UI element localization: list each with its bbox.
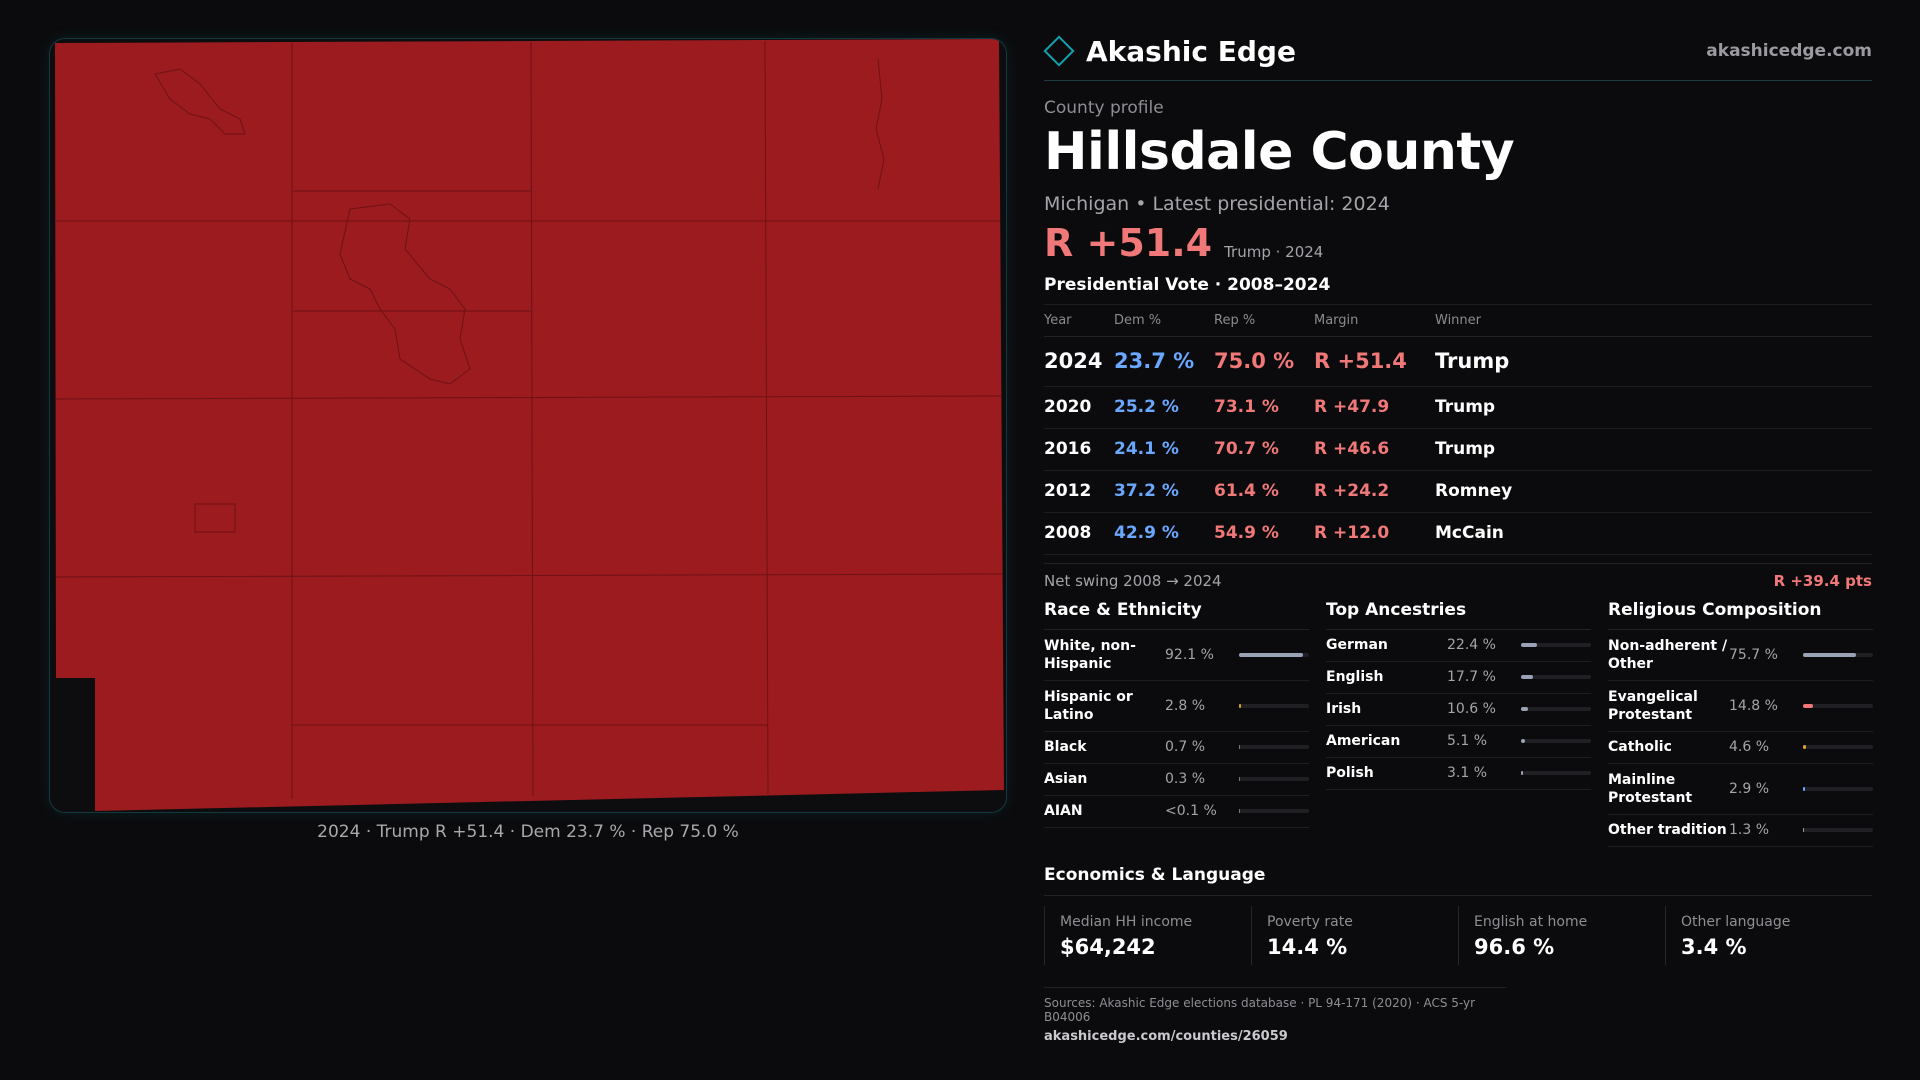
list-item [1326, 726, 1591, 758]
map-caption: 2024 · Trump R +51.4 · Dem 23.7 % · Rep 75.0 % [317, 822, 739, 842]
cell-year: 2016 [1044, 428, 1114, 470]
table-row[interactable] [1044, 386, 1872, 428]
cell-margin: R +12.0 [1314, 512, 1435, 554]
religion-panel [1608, 600, 1873, 847]
share-bar-fill [1803, 653, 1856, 657]
stat-label: Other tradition [1608, 822, 1727, 839]
race-panel [1044, 600, 1309, 847]
stat-value: 92.1 % [1165, 646, 1214, 663]
stat-value: 75.7 % [1729, 646, 1778, 663]
col-winner: Winner [1435, 305, 1872, 337]
county-url[interactable]: akashicedge.com/counties/26059 [1044, 1028, 1288, 1044]
share-bar-fill [1239, 653, 1303, 657]
list-item [1044, 796, 1309, 828]
col-margin: Margin [1314, 305, 1435, 337]
county-map[interactable] [49, 38, 1007, 813]
share-bar-fill [1803, 704, 1813, 708]
sources-text: Sources: Akashic Edge elections database · PL 94-171 (2020) · ACS 5-yr B04006 [1044, 995, 1476, 1024]
cell-margin: R +51.4 [1314, 336, 1435, 386]
share-bar-fill [1521, 643, 1537, 647]
stat-value: 4.6 % [1729, 739, 1770, 756]
stat-label: White, non-Hispanic [1044, 637, 1136, 672]
stat-value: 22.4 % [1447, 637, 1496, 654]
stat-label: Asian [1044, 771, 1088, 788]
swing-label: Net swing 2008 → 2024 [1044, 571, 1222, 590]
list-item [1044, 681, 1309, 732]
list-item [1326, 694, 1591, 726]
page-title: Hillsdale County [1044, 122, 1515, 182]
share-bar [1239, 809, 1309, 813]
share-bar [1239, 704, 1309, 708]
share-bar [1239, 745, 1309, 749]
net-swing [1044, 563, 1872, 590]
cell-year: 2012 [1044, 470, 1114, 512]
econ-label: English at home [1474, 913, 1588, 930]
stat-label: Non-adherent / Other [1608, 637, 1728, 672]
share-bar [1803, 704, 1873, 708]
vote-section-title: Presidential Vote · 2008–2024 [1044, 275, 1872, 305]
econ-card-other-language [1665, 906, 1872, 965]
share-bar-fill [1803, 828, 1804, 832]
share-bar [1803, 653, 1873, 657]
share-bar [1521, 739, 1591, 743]
stat-value: <0.1 % [1165, 803, 1217, 820]
econ-label: Median HH income [1060, 913, 1193, 930]
share-bar-fill [1521, 707, 1528, 711]
share-bar [1521, 771, 1591, 775]
econ-value: $64,242 [1060, 934, 1156, 959]
cell-rep: 54.9 % [1214, 512, 1314, 554]
list-item [1326, 758, 1591, 790]
share-bar [1239, 777, 1309, 781]
stat-value: 10.6 % [1447, 701, 1496, 718]
econ-card-poverty [1251, 906, 1458, 965]
list-item [1044, 732, 1309, 764]
cell-margin: R +47.9 [1314, 386, 1435, 428]
swing-value: R +39.4 pts [1773, 571, 1872, 590]
stat-label: AIAN [1044, 803, 1083, 820]
cell-dem: 37.2 % [1114, 470, 1214, 512]
brand[interactable] [1044, 35, 1296, 68]
stat-label: Hispanic or Latino [1044, 688, 1133, 723]
share-bar-fill [1239, 809, 1240, 813]
stat-value: 5.1 % [1447, 733, 1488, 750]
economics-title: Economics & Language [1044, 865, 1872, 896]
cell-year: 2008 [1044, 512, 1114, 554]
cell-dem: 23.7 % [1114, 336, 1214, 386]
list-item [1326, 662, 1591, 694]
share-bar-fill [1239, 745, 1240, 749]
share-bar [1803, 828, 1873, 832]
cell-year: 2020 [1044, 386, 1114, 428]
econ-card-income [1044, 906, 1251, 965]
big-margin: R +51.4 [1044, 221, 1213, 266]
cell-margin: R +46.6 [1314, 428, 1435, 470]
ancestry-panel [1326, 600, 1591, 847]
profile-panel [1044, 30, 1872, 1044]
cell-winner: Trump [1435, 428, 1872, 470]
margin-note: Trump · 2024 [1224, 242, 1324, 261]
diamond-icon [1043, 35, 1074, 66]
stat-label: Black [1044, 739, 1087, 756]
header [1044, 30, 1872, 81]
col-dem: Dem % [1114, 305, 1214, 337]
econ-label: Poverty rate [1267, 913, 1353, 930]
cell-winner: Romney [1435, 470, 1872, 512]
brand-name: Akashic Edge [1086, 34, 1296, 68]
list-item [1044, 630, 1309, 681]
stat-value: 2.8 % [1165, 697, 1206, 714]
cell-rep: 61.4 % [1214, 470, 1314, 512]
cell-rep: 70.7 % [1214, 428, 1314, 470]
stat-label: Mainline Protestant [1608, 771, 1693, 806]
stat-label: Polish [1326, 765, 1374, 782]
econ-value: 96.6 % [1474, 934, 1555, 959]
econ-value: 3.4 % [1681, 934, 1747, 959]
share-bar-fill [1239, 704, 1241, 708]
subtitle: Michigan • Latest presidential: 2024 [1044, 193, 1390, 216]
stat-label: Catholic [1608, 739, 1672, 756]
cell-rep: 73.1 % [1214, 386, 1314, 428]
stat-label: English [1326, 669, 1384, 686]
cell-winner: McCain [1435, 512, 1872, 554]
cell-winner: Trump [1435, 386, 1872, 428]
list-item [1608, 732, 1873, 764]
table-row[interactable] [1044, 512, 1872, 554]
stat-value: 2.9 % [1729, 780, 1770, 797]
cell-margin: R +24.2 [1314, 470, 1435, 512]
list-item [1608, 815, 1873, 847]
share-bar [1521, 675, 1591, 679]
share-bar [1521, 643, 1591, 647]
county-shape[interactable] [55, 39, 1004, 811]
econ-value: 14.4 % [1267, 934, 1348, 959]
list-item [1608, 764, 1873, 815]
stat-label: American [1326, 733, 1401, 750]
race-title: Race & Ethnicity [1044, 600, 1309, 630]
cell-year: 2024 [1044, 336, 1114, 386]
col-year: Year [1044, 305, 1114, 337]
table-row[interactable] [1044, 470, 1872, 512]
site-link[interactable]: akashicedge.com [1706, 41, 1872, 61]
share-bar-fill [1803, 745, 1806, 749]
share-bar-fill [1521, 675, 1533, 679]
county-map-svg [50, 39, 1007, 813]
stat-label: German [1326, 637, 1388, 654]
ancestry-title: Top Ancestries [1326, 600, 1591, 630]
share-bar [1521, 707, 1591, 711]
religion-title: Religious Composition [1608, 600, 1873, 630]
cell-rep: 75.0 % [1214, 336, 1314, 386]
list-item [1608, 681, 1873, 732]
stat-value: 17.7 % [1447, 669, 1496, 686]
table-row[interactable] [1044, 336, 1872, 386]
share-bar [1803, 787, 1873, 791]
stat-label: Irish [1326, 701, 1362, 718]
col-rep: Rep % [1214, 305, 1314, 337]
list-item [1044, 764, 1309, 796]
share-bar-fill [1521, 739, 1525, 743]
footer [1044, 987, 1506, 1044]
cell-winner: Trump [1435, 336, 1872, 386]
list-item [1326, 630, 1591, 662]
share-bar [1803, 745, 1873, 749]
cell-dem: 42.9 % [1114, 512, 1214, 554]
stat-value: 0.3 % [1165, 771, 1206, 788]
econ-card-english [1458, 906, 1665, 965]
share-bar-fill [1803, 787, 1805, 791]
list-item [1608, 630, 1873, 681]
vote-table-header [1044, 305, 1872, 337]
stat-value: 3.1 % [1447, 765, 1488, 782]
stat-value: 1.3 % [1729, 822, 1770, 839]
economics-cards [1044, 906, 1872, 965]
demographics [1044, 600, 1872, 847]
cell-dem: 25.2 % [1114, 386, 1214, 428]
eyebrow: County profile [1044, 98, 1164, 118]
vote-table [1044, 305, 1872, 555]
stat-value: 0.7 % [1165, 739, 1206, 756]
cell-dem: 24.1 % [1114, 428, 1214, 470]
stat-value: 14.8 % [1729, 697, 1778, 714]
share-bar-fill [1521, 771, 1523, 775]
econ-label: Other language [1681, 913, 1791, 930]
table-row[interactable] [1044, 428, 1872, 470]
stat-label: Evangelical Protestant [1608, 688, 1698, 723]
share-bar [1239, 653, 1309, 657]
share-bar-fill [1239, 777, 1240, 781]
headline-margin [1044, 223, 1872, 265]
